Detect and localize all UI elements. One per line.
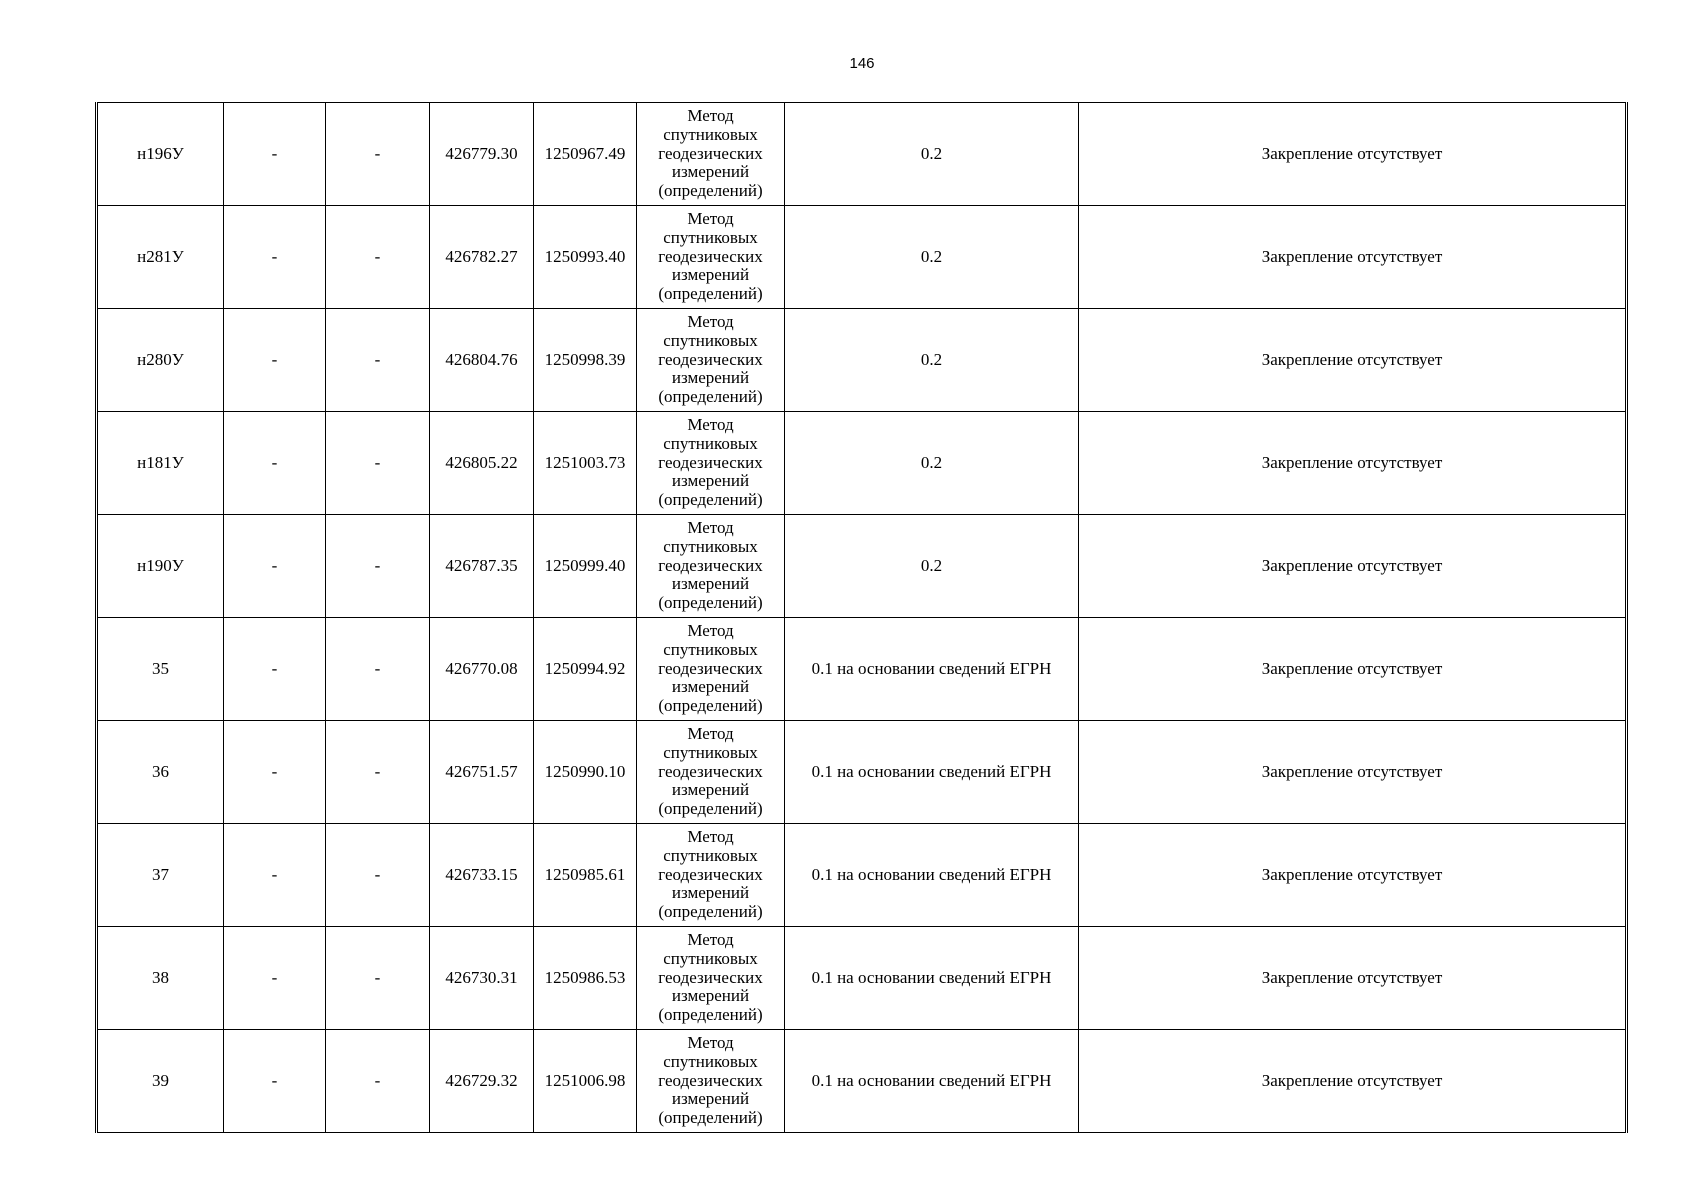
accuracy-cell: 0.1 на основании сведений ЕГРН <box>785 618 1079 721</box>
point-cell: 35 <box>97 618 224 721</box>
point-cell: 39 <box>97 1030 224 1133</box>
fixation-cell: Закрепление отсутствует <box>1079 927 1627 1030</box>
dash-cell: - <box>224 309 326 412</box>
point-cell: 36 <box>97 721 224 824</box>
table-row <box>97 206 1627 309</box>
y-cell: 1251003.73 <box>534 412 637 515</box>
accuracy-cell: 0.2 <box>785 309 1079 412</box>
table-row <box>97 412 1627 515</box>
x-cell: 426804.76 <box>430 309 534 412</box>
method-cell: Метод спутниковых геодезических измерений (определений) <box>637 206 785 309</box>
point-cell: н281У <box>97 206 224 309</box>
point-cell: 37 <box>97 824 224 927</box>
fixation-cell: Закрепление отсутствует <box>1079 618 1627 721</box>
dash-cell: - <box>224 515 326 618</box>
fixation-cell: Закрепление отсутствует <box>1079 309 1627 412</box>
table-row <box>97 103 1627 206</box>
point-cell: н181У <box>97 412 224 515</box>
table-row <box>97 1030 1627 1133</box>
dash-cell: - <box>326 103 430 206</box>
y-cell: 1250993.40 <box>534 206 637 309</box>
page-number: 146 <box>849 55 875 72</box>
method-cell: Метод спутниковых геодезических измерений (определений) <box>637 618 785 721</box>
dash-cell: - <box>326 1030 430 1133</box>
dash-cell: - <box>326 824 430 927</box>
accuracy-cell: 0.2 <box>785 206 1079 309</box>
point-cell: 38 <box>97 927 224 1030</box>
x-cell: 426805.22 <box>430 412 534 515</box>
fixation-cell: Закрепление отсутствует <box>1079 1030 1627 1133</box>
x-cell: 426751.57 <box>430 721 534 824</box>
method-cell: Метод спутниковых геодезических измерений (определений) <box>637 103 785 206</box>
dash-cell: - <box>326 618 430 721</box>
fixation-cell: Закрепление отсутствует <box>1079 206 1627 309</box>
dash-cell: - <box>224 618 326 721</box>
dash-cell: - <box>326 309 430 412</box>
table-row <box>97 515 1627 618</box>
fixation-cell: Закрепление отсутствует <box>1079 103 1627 206</box>
y-cell: 1251006.98 <box>534 1030 637 1133</box>
method-cell: Метод спутниковых геодезических измерений (определений) <box>637 1030 785 1133</box>
accuracy-cell: 0.2 <box>785 515 1079 618</box>
dash-cell: - <box>326 927 430 1030</box>
dash-cell: - <box>326 206 430 309</box>
x-cell: 426733.15 <box>430 824 534 927</box>
fixation-cell: Закрепление отсутствует <box>1079 824 1627 927</box>
dash-cell: - <box>224 412 326 515</box>
table-row <box>97 309 1627 412</box>
method-cell: Метод спутниковых геодезических измерений (определений) <box>637 927 785 1030</box>
y-cell: 1250967.49 <box>534 103 637 206</box>
method-cell: Метод спутниковых геодезических измерений (определений) <box>637 824 785 927</box>
dash-cell: - <box>224 103 326 206</box>
dash-cell: - <box>224 721 326 824</box>
accuracy-cell: 0.2 <box>785 103 1079 206</box>
dash-cell: - <box>224 824 326 927</box>
x-cell: 426730.31 <box>430 927 534 1030</box>
accuracy-cell: 0.1 на основании сведений ЕГРН <box>785 1030 1079 1133</box>
fixation-cell: Закрепление отсутствует <box>1079 515 1627 618</box>
dash-cell: - <box>224 927 326 1030</box>
y-cell: 1250985.61 <box>534 824 637 927</box>
fixation-cell: Закрепление отсутствует <box>1079 721 1627 824</box>
point-cell: н190У <box>97 515 224 618</box>
fixation-cell: Закрепление отсутствует <box>1079 412 1627 515</box>
dash-cell: - <box>326 515 430 618</box>
method-cell: Метод спутниковых геодезических измерений (определений) <box>637 515 785 618</box>
accuracy-cell: 0.1 на основании сведений ЕГРН <box>785 824 1079 927</box>
method-cell: Метод спутниковых геодезических измерений (определений) <box>637 309 785 412</box>
x-cell: 426770.08 <box>430 618 534 721</box>
point-cell: н280У <box>97 309 224 412</box>
dash-cell: - <box>326 412 430 515</box>
x-cell: 426782.27 <box>430 206 534 309</box>
point-cell: н196У <box>97 103 224 206</box>
dash-cell: - <box>326 721 430 824</box>
table-row <box>97 721 1627 824</box>
table-row <box>97 927 1627 1030</box>
x-cell: 426779.30 <box>430 103 534 206</box>
table-row <box>97 824 1627 927</box>
y-cell: 1250998.39 <box>534 309 637 412</box>
y-cell: 1250986.53 <box>534 927 637 1030</box>
x-cell: 426729.32 <box>430 1030 534 1133</box>
x-cell: 426787.35 <box>430 515 534 618</box>
y-cell: 1250994.92 <box>534 618 637 721</box>
dash-cell: - <box>224 1030 326 1133</box>
y-cell: 1250999.40 <box>534 515 637 618</box>
accuracy-cell: 0.1 на основании сведений ЕГРН <box>785 721 1079 824</box>
table-row <box>97 618 1627 721</box>
coordinates-table <box>95 102 1628 1133</box>
dash-cell: - <box>224 206 326 309</box>
y-cell: 1250990.10 <box>534 721 637 824</box>
method-cell: Метод спутниковых геодезических измерений (определений) <box>637 412 785 515</box>
accuracy-cell: 0.1 на основании сведений ЕГРН <box>785 927 1079 1030</box>
accuracy-cell: 0.2 <box>785 412 1079 515</box>
method-cell: Метод спутниковых геодезических измерений (определений) <box>637 721 785 824</box>
